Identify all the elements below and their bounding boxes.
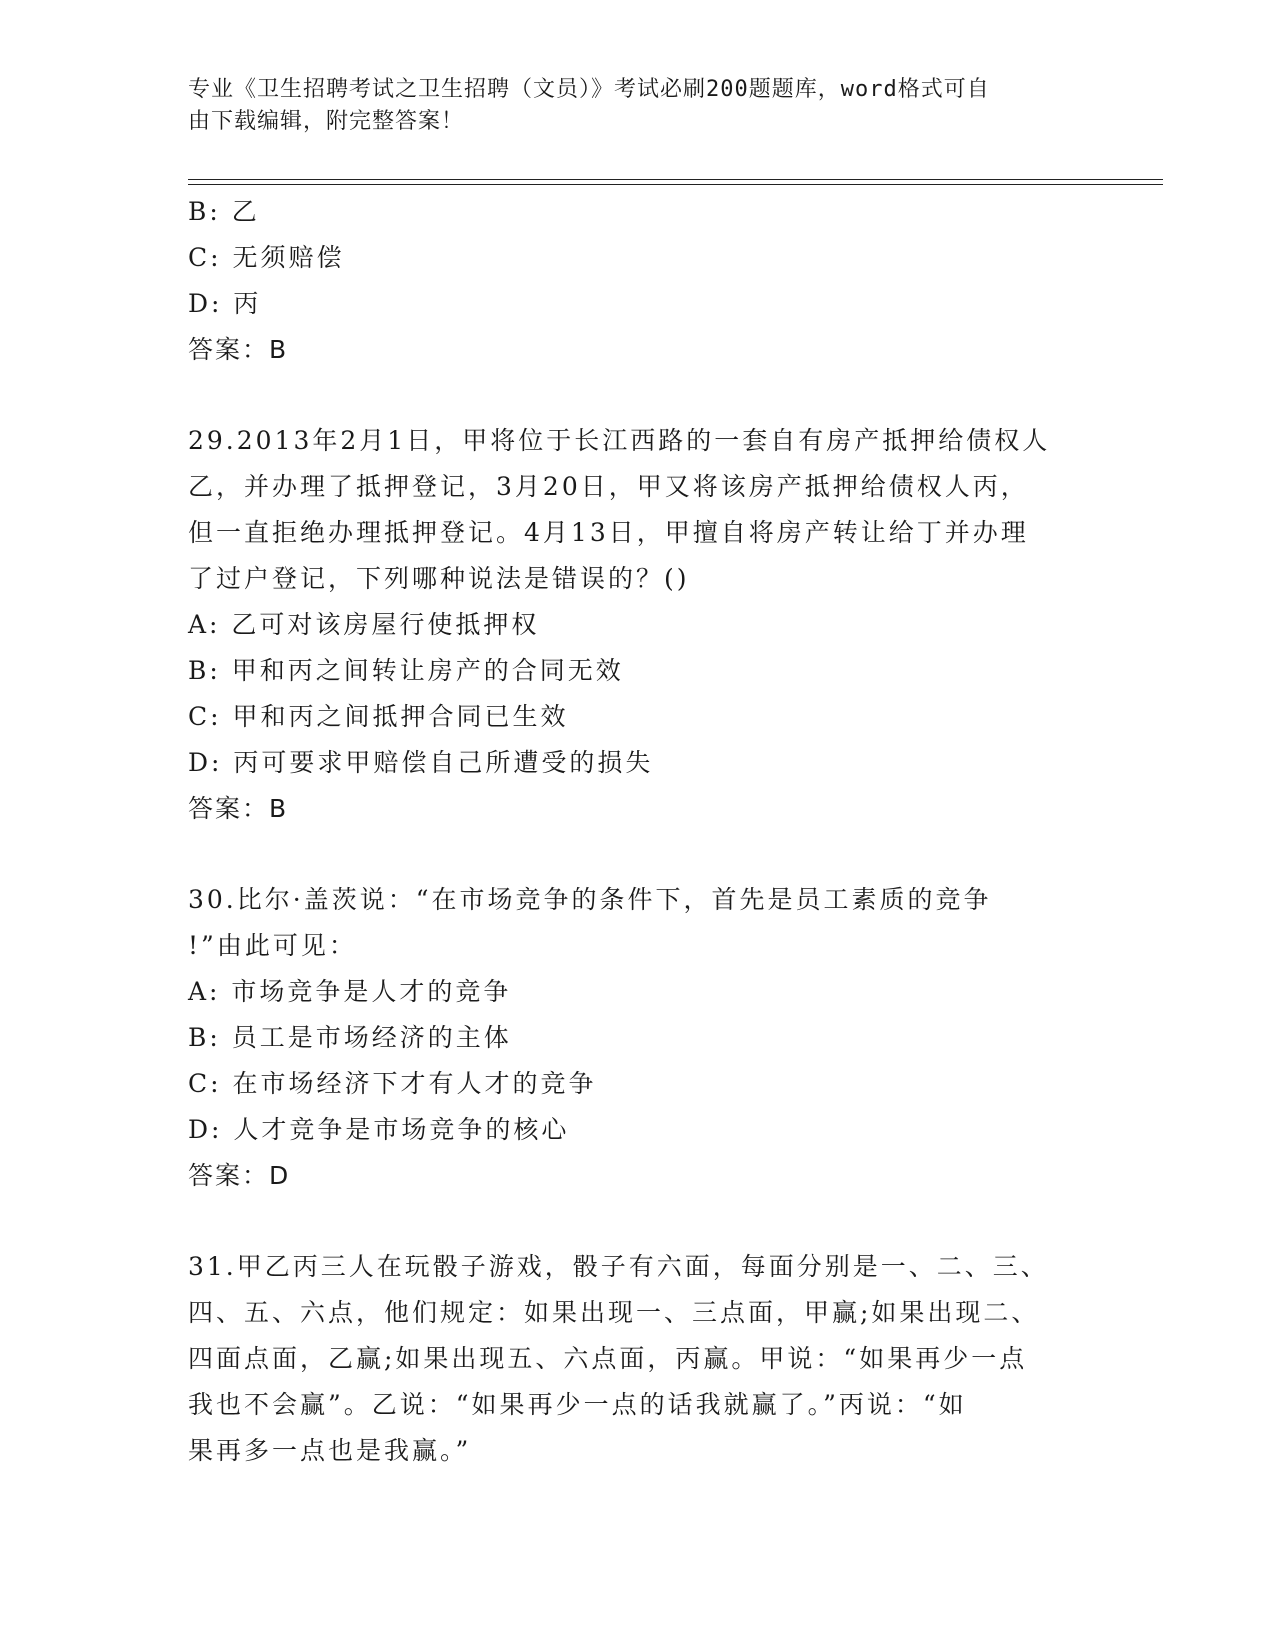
stem-line: 果再多一点也是我赢。” (188, 1436, 472, 1465)
question-28-continuation (188, 189, 1088, 373)
question-stem (188, 418, 1088, 602)
question-content (188, 189, 1088, 1474)
stem-line: 四、五、六点，他们规定：如果出现一、三点面，甲赢;如果出现二、 (188, 1298, 1040, 1327)
stem-line: 我也不会赢”。乙说：“如果再少一点的话我就赢了。”丙说：“如 (188, 1390, 967, 1419)
option-c: C: 无须赔偿 (188, 243, 345, 272)
header-line-2: 由下载编辑，附完整答案！ (188, 109, 465, 134)
stem-line: 了过户登记，下列哪种说法是错误的？() (188, 564, 690, 593)
option-a: A: 市场竞争是人才的竞争 (188, 977, 512, 1006)
header-line-1: 专业《卫生招聘考试之卫生招聘（文员）》考试必刷200题题库，word格式可自 (188, 77, 990, 102)
option-d: D: 丙可要求甲赔偿自己所遭受的损失 (188, 748, 654, 777)
header-divider-top (188, 179, 1163, 180)
option-d: D: 丙 (188, 289, 262, 318)
stem-line: 但一直拒绝办理抵押登记。4月13日，甲擅自将房产转让给丁并办理 (188, 518, 1029, 547)
stem-line: 乙，并办理了抵押登记，3月20日，甲又将该房产抵押给债权人丙， (188, 472, 1029, 501)
answer-line: 答案：B (188, 794, 289, 823)
question-stem (188, 877, 1088, 969)
option-a: A: 乙可对该房屋行使抵押权 (188, 610, 540, 639)
option-b: B: 甲和丙之间转让房产的合同无效 (188, 656, 624, 685)
header-divider-bottom (188, 184, 1163, 185)
option-b: B: 乙 (188, 197, 260, 226)
option-d: D: 人才竞争是市场竞争的核心 (188, 1115, 570, 1144)
stem-line: 29.2013年2月1日，甲将位于长江西路的一套自有房产抵押给债权人 (188, 426, 1051, 455)
stem-line: 四面点面，乙赢;如果出现五、六点面，丙赢。甲说：“如果再少一点 (188, 1344, 1028, 1373)
question-30 (188, 877, 1088, 1199)
answer-line: 答案：D (188, 1161, 291, 1190)
stem-line: !”由此可见： (188, 931, 357, 960)
answer-line: 答案：B (188, 335, 289, 364)
stem-line: 31.甲乙丙三人在玩骰子游戏，骰子有六面，每面分别是一、二、三、 (188, 1252, 1049, 1281)
option-c: C: 在市场经济下才有人才的竞争 (188, 1069, 597, 1098)
question-31 (188, 1244, 1088, 1474)
question-29 (188, 418, 1088, 832)
document-header (188, 74, 1068, 138)
question-stem (188, 1244, 1088, 1474)
option-b: B: 员工是市场经济的主体 (188, 1023, 512, 1052)
stem-line: 30.比尔·盖茨说：“在市场竞争的条件下，首先是员工素质的竞争 (188, 885, 992, 914)
option-c: C: 甲和丙之间抵押合同已生效 (188, 702, 569, 731)
